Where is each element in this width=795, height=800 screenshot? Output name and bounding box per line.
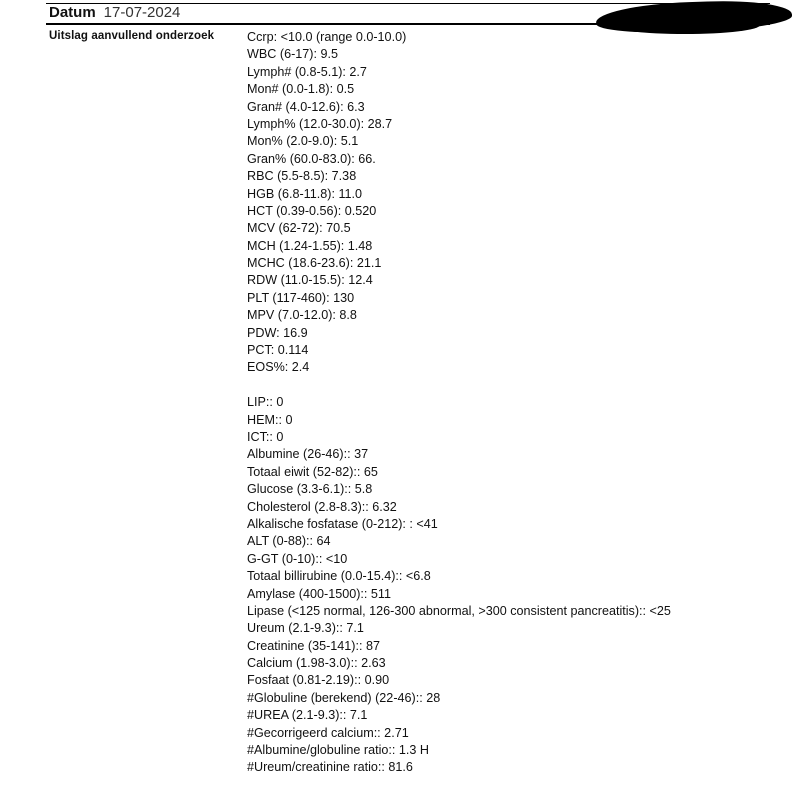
result-line: #Globuline (berekend) (22-46):: 28 xyxy=(247,690,441,705)
results-list xyxy=(247,29,671,777)
result-line: RBC (5.5-8.5): 7.38 xyxy=(247,169,357,184)
section-label: Uitslag aanvullend onderzoek xyxy=(49,30,215,42)
result-line: Fosfaat (0.81-2.19):: 0.90 xyxy=(247,673,390,688)
result-line: Gran# (4.0-12.6): 6.3 xyxy=(247,99,365,114)
result-line: Lipase (<125 normal, 126-300 abnormal, >300 consistent pancreatitis):: <25 xyxy=(247,603,671,618)
result-line: Amylase (400-1500):: 511 xyxy=(247,586,391,601)
result-line: MPV (7.0-12.0): 8.8 xyxy=(247,308,357,323)
result-line: PDW: 16.9 xyxy=(247,325,308,340)
result-line: Cholesterol (2.8-8.3):: 6.32 xyxy=(247,499,397,514)
report-header xyxy=(49,4,180,24)
header-divider xyxy=(46,23,770,25)
result-line: MCH (1.24-1.55): 1.48 xyxy=(247,238,373,253)
result-line: HEM:: 0 xyxy=(247,412,293,427)
result-line: Glucose (3.3-6.1):: 5.8 xyxy=(247,482,373,497)
result-line: Ureum (2.1-9.3):: 7.1 xyxy=(247,621,364,636)
result-line: EOS%: 2.4 xyxy=(247,360,310,375)
result-line: #UREA (2.1-9.3):: 7.1 xyxy=(247,708,368,723)
result-line: #Albumine/globuline ratio:: 1.3 H xyxy=(247,743,430,758)
result-line: MCV (62-72): 70.5 xyxy=(247,221,351,236)
result-line: ALT (0-88):: 64 xyxy=(247,534,331,549)
result-line: WBC (6-17): 9.5 xyxy=(247,47,338,62)
result-line: Mon% (2.0-9.0): 5.1 xyxy=(247,134,359,149)
result-line: Creatinine (35-141):: 87 xyxy=(247,638,381,653)
result-line: PCT: 0.114 xyxy=(247,343,309,358)
result-line: ICT:: 0 xyxy=(247,429,284,444)
result-line: HGB (6.8-11.8): 11.0 xyxy=(247,186,363,201)
datum-label: Datum xyxy=(49,4,96,21)
result-line: Mon# (0.0-1.8): 0.5 xyxy=(247,82,355,97)
result-line: #Gecorrigeerd calcium:: 2.71 xyxy=(247,725,409,740)
datum-value: 17-07-2024 xyxy=(103,4,181,21)
result-line: LIP:: 0 xyxy=(247,395,284,410)
result-line: G-GT (0-10):: <10 xyxy=(247,551,348,566)
result-line: Alkalische fosfatase (0-212): : <41 xyxy=(247,516,438,531)
result-line: HCT (0.39-0.56): 0.520 xyxy=(247,203,377,218)
result-line: Totaal billirubine (0.0-15.4):: <6.8 xyxy=(247,569,431,584)
result-line: Gran% (60.0-83.0): 66. xyxy=(247,151,376,166)
result-spacer xyxy=(247,377,671,394)
result-line: Lymph# (0.8-5.1): 2.7 xyxy=(247,64,367,79)
result-line: Albumine (26-46):: 37 xyxy=(247,447,369,462)
result-line: RDW (11.0-15.5): 12.4 xyxy=(247,273,373,288)
result-line: #Ureum/creatinine ratio:: 81.6 xyxy=(247,760,413,775)
result-line: Ccrp: <10.0 (range 0.0-10.0) xyxy=(247,30,407,44)
result-line: MCHC (18.6-23.6): 21.1 xyxy=(247,256,382,271)
result-line: Totaal eiwit (52-82):: 65 xyxy=(247,464,378,479)
result-line: Calcium (1.98-3.0):: 2.63 xyxy=(247,656,386,671)
result-line: Lymph% (12.0-30.0): 28.7 xyxy=(247,116,393,131)
result-line: PLT (117-460): 130 xyxy=(247,290,355,305)
